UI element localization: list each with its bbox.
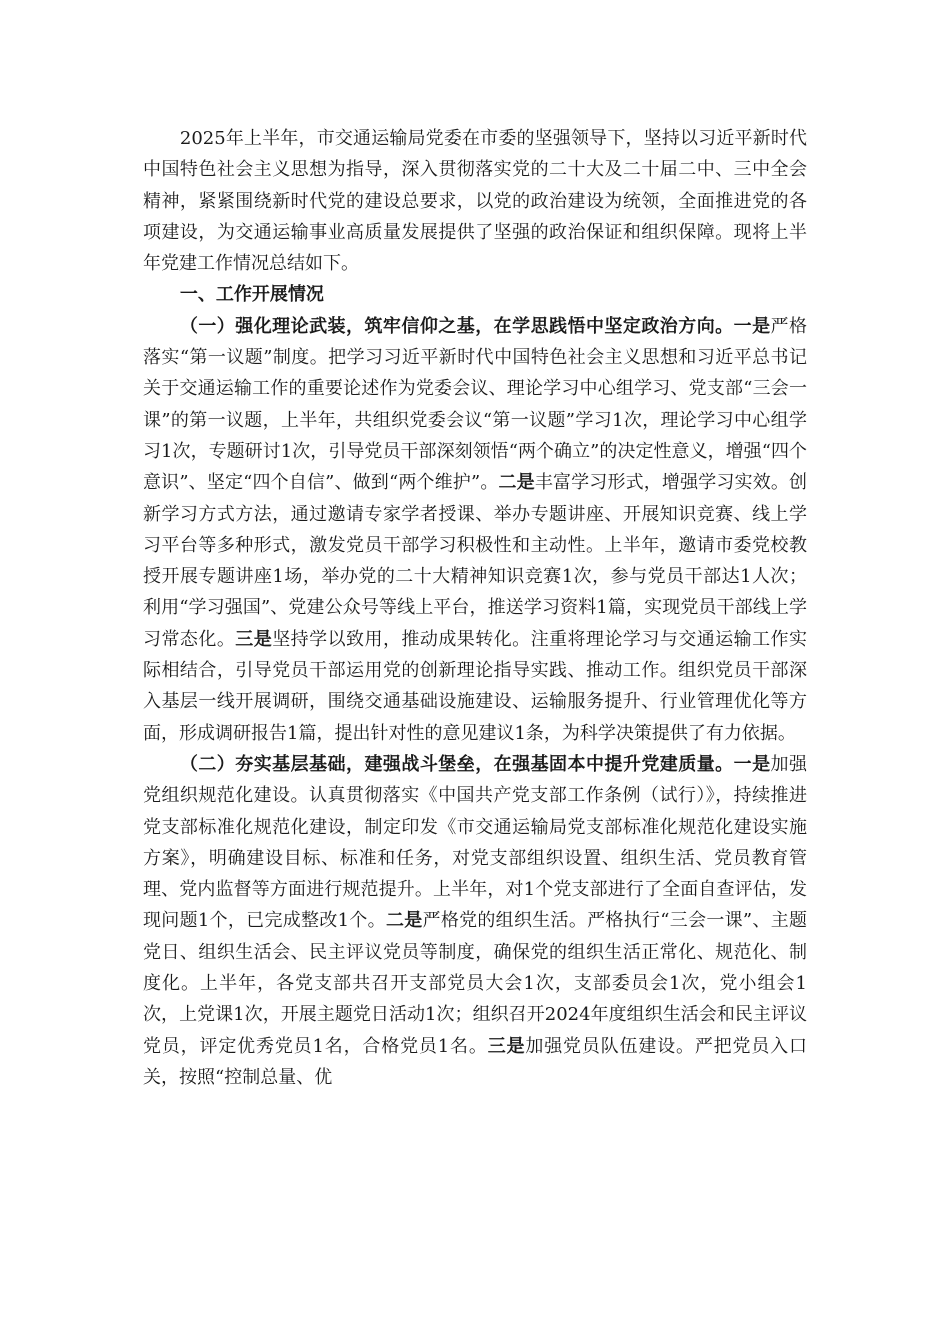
part2-keyword-3: 三是 [487,1035,526,1057]
part1-lead: （一）强化理论武装，筑牢信仰之基，在学思践悟中坚定政治方向。 [179,315,734,337]
section-heading: 一、工作开展情况 [179,284,324,306]
part1-paragraph [143,311,807,749]
part1-keyword-1: 一是 [733,315,771,337]
part2-lead: （二）夯实基层基础，建强战斗堡垒，在强基固本中提升党建质量。 [179,753,734,775]
part1-keyword-3: 三是 [235,628,273,650]
part2-text-2: 严格党的组织生活。严格执行“三会一课”、主题党日、组织生活会、民主评议党员等制度，确保党的组织生活正常化、规范化、制度化。上半年，各党支部共召开支部党员大会1次，支部委员会1次，党小组会1次，上党课1次，开展主题党日活动1次；组织召开2024年度组织生活会和民主评议党员，评定优秀党员1名，合格党员1名。 [143,910,807,1057]
part2-keyword-2: 二是 [385,910,423,932]
part1-keyword-2: 二是 [498,472,535,494]
document-body [143,123,807,1093]
part2-keyword-1: 一是 [733,753,771,775]
part1-text-2: 丰富学习形式，增强学习实效。创新学习方式方法，通过邀请专家学者授课、举办专题讲座、开展知识竞赛、线上学习平台等多种形式，激发党员干部学习积极性和主动性。上半年，邀请市委党校教授开展专题讲座1场，举办党的二十大精神知识竞赛1次，参与党员干部达1人次；利用“学习强国”、党建公众号等线上平台，推送学习资料1篇，实现党员干部线上学习常态化。 [143,472,808,650]
part2-text-3: 加强党员队伍建设。严把党员入口关，按照“控制总量、优 [143,1035,808,1088]
intro-paragraph: 2025年上半年，市交通运输局党委在市委的坚强领导下，坚持以习近平新时代中国特色社会主义思想为指导，深入贯彻落实党的二十大及二十届二中、三中全会精神，紧紧围绕新时代党的建设总要求，以党的政治建设为统领，全面推进党的各项建设，为交通运输事业高质量发展提供了坚强的政治保证和组织保障。现将上半年党建工作情况总结如下。 [143,128,807,275]
part2-text-1: 加强党组织规范化建设。认真贯彻落实《中国共产党支部工作条例（试行）》，持续推进党支部标准化规范化建设，制定印发《市交通运输局党支部标准化规范化建设实施方案》，明确建设目标、标准和任务，对党支部组织设置、组织生活、党员教育管理、党内监督等方面进行规范提升。上半年，对1个党支部进行了全面自查评估，发现问题1个，已完成整改1个。 [143,753,808,932]
part1-text-1: 严格落实“第一议题”制度。把学习习近平新时代中国特色社会主义思想和习近平总书记关于交通运输工作的重要论述作为党委会议、理论学习中心组学习、党支部“三会一课”的第一议题，上半年，共组织党委会议“第一议题”学习1次，理论学习中心组学习1次，专题研讨1次，引导党员干部深刻领悟“两个确立”的决定性意义，增强“四个意识”、坚定“四个自信”、做到“两个维护”。 [143,315,808,494]
part1-text-3: 坚持学以致用，推动成果转化。注重将理论学习与交通运输工作实际相结合，引导党员干部运用党的创新理论指导实践、推动工作。组织党员干部深入基层一线开展调研，围绕交通基础设施建设、运输服务提升、行业管理优化等方面，形成调研报告1篇，提出针对性的意见建议1条，为科学决策提供了有力依据。 [143,628,808,744]
part2-paragraph [143,749,807,1093]
